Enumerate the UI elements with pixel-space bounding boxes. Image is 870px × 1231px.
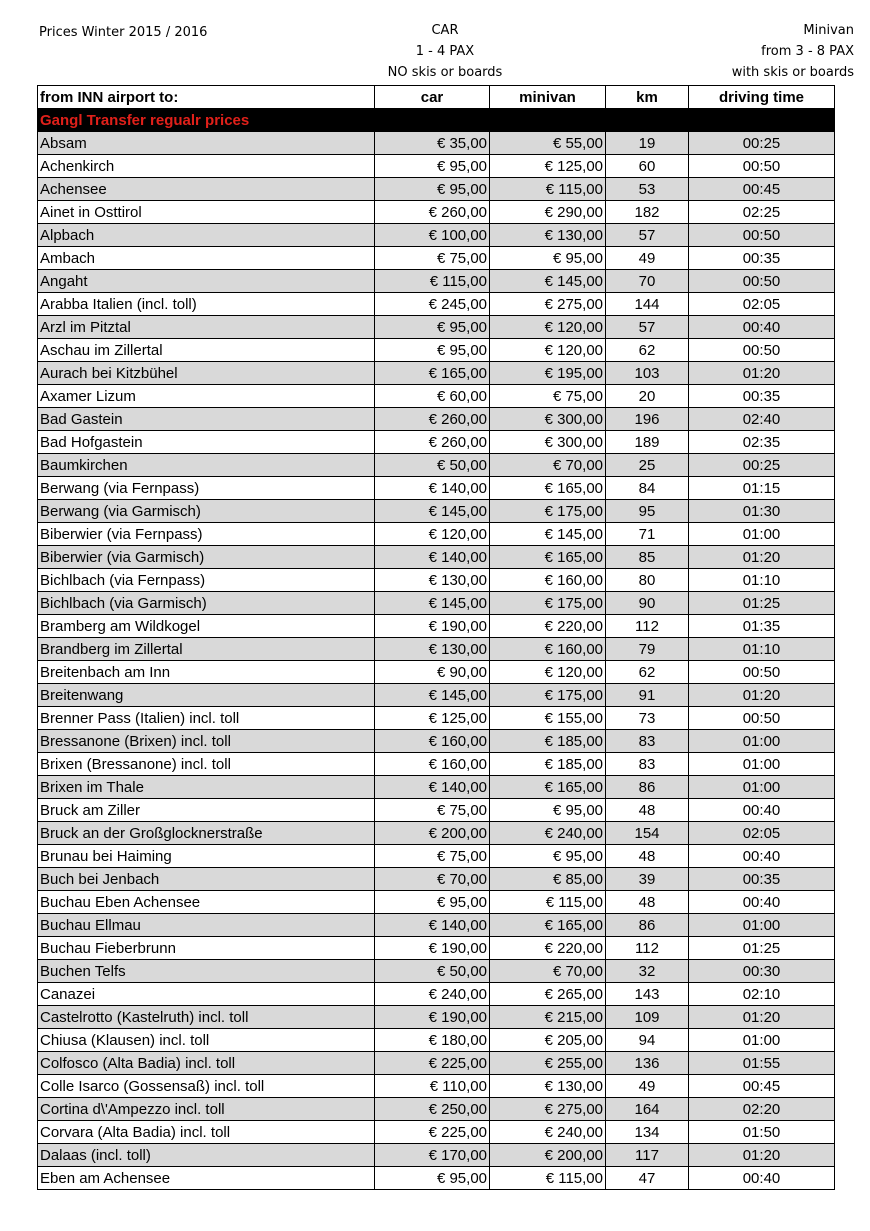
car-price-cell: € 70,00 [375, 868, 490, 891]
driving-time-cell: 00:40 [689, 1167, 835, 1190]
destination-cell: Castelrotto (Kastelruth) incl. toll [38, 1006, 375, 1029]
car-price-cell: € 165,00 [375, 362, 490, 385]
minivan-price-cell: € 240,00 [490, 1121, 606, 1144]
km-cell: 91 [606, 684, 689, 707]
minivan-price-cell: € 165,00 [490, 477, 606, 500]
table-row [38, 1029, 835, 1052]
car-price-cell: € 50,00 [375, 960, 490, 983]
page-title: Prices Winter 2015 / 2016 [39, 25, 208, 40]
km-cell: 134 [606, 1121, 689, 1144]
car-price-cell: € 145,00 [375, 500, 490, 523]
car-price-cell: € 60,00 [375, 385, 490, 408]
driving-time-cell: 01:00 [689, 523, 835, 546]
km-cell: 154 [606, 822, 689, 845]
driving-time-cell: 00:35 [689, 385, 835, 408]
minivan-price-cell: € 165,00 [490, 546, 606, 569]
km-cell: 80 [606, 569, 689, 592]
destination-cell: Ambach [38, 247, 375, 270]
table-row [38, 707, 835, 730]
minivan-info-pax: from 3 - 8 PAX [761, 44, 854, 59]
car-price-cell: € 145,00 [375, 592, 490, 615]
km-cell: 62 [606, 661, 689, 684]
destination-cell: Colle Isarco (Gossensaß) incl. toll [38, 1075, 375, 1098]
minivan-price-cell: € 160,00 [490, 638, 606, 661]
km-cell: 32 [606, 960, 689, 983]
destination-cell: Achensee [38, 178, 375, 201]
destination-cell: Eben am Achensee [38, 1167, 375, 1190]
km-cell: 182 [606, 201, 689, 224]
driving-time-cell: 01:55 [689, 1052, 835, 1075]
minivan-price-cell: € 120,00 [490, 339, 606, 362]
car-info-note: NO skis or boards [387, 65, 503, 80]
destination-cell: Axamer Lizum [38, 385, 375, 408]
table-row [38, 569, 835, 592]
minivan-price-cell: € 70,00 [490, 960, 606, 983]
driving-time-cell: 00:25 [689, 132, 835, 155]
km-cell: 83 [606, 730, 689, 753]
destination-cell: Breitenbach am Inn [38, 661, 375, 684]
table-row [38, 454, 835, 477]
destination-cell: Buchau Fieberbrunn [38, 937, 375, 960]
driving-time-cell: 01:20 [689, 684, 835, 707]
destination-cell: Breitenwang [38, 684, 375, 707]
minivan-price-cell: € 95,00 [490, 845, 606, 868]
car-price-cell: € 245,00 [375, 293, 490, 316]
table-row [38, 523, 835, 546]
driving-time-cell: 02:35 [689, 431, 835, 454]
minivan-price-cell: € 275,00 [490, 1098, 606, 1121]
page-header [0, 0, 870, 86]
minivan-price-cell: € 115,00 [490, 178, 606, 201]
driving-time-cell: 01:30 [689, 500, 835, 523]
car-price-cell: € 35,00 [375, 132, 490, 155]
driving-time-cell: 02:05 [689, 293, 835, 316]
car-price-cell: € 130,00 [375, 638, 490, 661]
driving-time-cell: 01:20 [689, 1006, 835, 1029]
destination-cell: Colfosco (Alta Badia) incl. toll [38, 1052, 375, 1075]
table-row [38, 431, 835, 454]
km-cell: 71 [606, 523, 689, 546]
car-price-cell: € 225,00 [375, 1121, 490, 1144]
minivan-price-cell: € 300,00 [490, 431, 606, 454]
driving-time-cell: 01:00 [689, 1029, 835, 1052]
car-price-cell: € 240,00 [375, 983, 490, 1006]
car-price-cell: € 95,00 [375, 1167, 490, 1190]
km-cell: 86 [606, 914, 689, 937]
table-row [38, 385, 835, 408]
km-cell: 86 [606, 776, 689, 799]
km-cell: 84 [606, 477, 689, 500]
destination-cell: Bad Gastein [38, 408, 375, 431]
driving-time-cell: 00:35 [689, 868, 835, 891]
section-title: Gangl Transfer regualr prices [38, 109, 835, 132]
km-cell: 73 [606, 707, 689, 730]
km-cell: 109 [606, 1006, 689, 1029]
minivan-price-cell: € 130,00 [490, 224, 606, 247]
km-cell: 53 [606, 178, 689, 201]
column-header-km: km [606, 86, 689, 109]
car-price-cell: € 75,00 [375, 845, 490, 868]
table-row [38, 983, 835, 1006]
destination-cell: Biberwier (via Fernpass) [38, 523, 375, 546]
car-price-cell: € 140,00 [375, 477, 490, 500]
table-row [38, 247, 835, 270]
car-price-cell: € 190,00 [375, 615, 490, 638]
minivan-price-cell: € 195,00 [490, 362, 606, 385]
km-cell: 94 [606, 1029, 689, 1052]
km-cell: 70 [606, 270, 689, 293]
destination-cell: Angaht [38, 270, 375, 293]
table-row [38, 730, 835, 753]
column-header-car: car [375, 86, 490, 109]
table-row [38, 408, 835, 431]
car-price-cell: € 110,00 [375, 1075, 490, 1098]
destination-cell: Buch bei Jenbach [38, 868, 375, 891]
minivan-price-cell: € 215,00 [490, 1006, 606, 1029]
driving-time-cell: 00:30 [689, 960, 835, 983]
column-header-destination: from INN airport to: [38, 86, 375, 109]
driving-time-cell: 00:40 [689, 891, 835, 914]
table-row [38, 339, 835, 362]
table-row [38, 1075, 835, 1098]
table-row [38, 1052, 835, 1075]
destination-cell: Ainet in Osttirol [38, 201, 375, 224]
table-row [38, 753, 835, 776]
table-row [38, 1006, 835, 1029]
table-row [38, 201, 835, 224]
destination-cell: Buchau Ellmau [38, 914, 375, 937]
driving-time-cell: 01:25 [689, 592, 835, 615]
destination-cell: Bramberg am Wildkogel [38, 615, 375, 638]
destination-cell: Brenner Pass (Italien) incl. toll [38, 707, 375, 730]
destination-cell: Baumkirchen [38, 454, 375, 477]
table-row [38, 1098, 835, 1121]
car-price-cell: € 160,00 [375, 753, 490, 776]
driving-time-cell: 01:20 [689, 362, 835, 385]
driving-time-cell: 00:50 [689, 661, 835, 684]
car-price-cell: € 95,00 [375, 316, 490, 339]
minivan-price-cell: € 185,00 [490, 730, 606, 753]
km-cell: 49 [606, 1075, 689, 1098]
column-header-minivan: minivan [490, 86, 606, 109]
minivan-price-cell: € 220,00 [490, 937, 606, 960]
car-price-cell: € 95,00 [375, 178, 490, 201]
car-price-cell: € 90,00 [375, 661, 490, 684]
car-price-cell: € 120,00 [375, 523, 490, 546]
table-row [38, 914, 835, 937]
destination-cell: Buchen Telfs [38, 960, 375, 983]
car-info-label: CAR [431, 23, 459, 38]
destination-cell: Bichlbach (via Fernpass) [38, 569, 375, 592]
destination-cell: Berwang (via Garmisch) [38, 500, 375, 523]
table-row [38, 316, 835, 339]
destination-cell: Bichlbach (via Garmisch) [38, 592, 375, 615]
km-cell: 25 [606, 454, 689, 477]
destination-cell: Brunau bei Haiming [38, 845, 375, 868]
km-cell: 103 [606, 362, 689, 385]
km-cell: 164 [606, 1098, 689, 1121]
km-cell: 136 [606, 1052, 689, 1075]
minivan-price-cell: € 165,00 [490, 776, 606, 799]
table-row [38, 891, 835, 914]
destination-cell: Corvara (Alta Badia) incl. toll [38, 1121, 375, 1144]
driving-time-cell: 00:50 [689, 339, 835, 362]
table-row [38, 155, 835, 178]
driving-time-cell: 02:20 [689, 1098, 835, 1121]
car-price-cell: € 145,00 [375, 684, 490, 707]
destination-cell: Absam [38, 132, 375, 155]
km-cell: 19 [606, 132, 689, 155]
km-cell: 20 [606, 385, 689, 408]
table-row [38, 477, 835, 500]
driving-time-cell: 02:25 [689, 201, 835, 224]
car-price-cell: € 225,00 [375, 1052, 490, 1075]
minivan-price-cell: € 200,00 [490, 1144, 606, 1167]
minivan-price-cell: € 120,00 [490, 661, 606, 684]
table-row [38, 293, 835, 316]
destination-cell: Alpbach [38, 224, 375, 247]
destination-cell: Berwang (via Fernpass) [38, 477, 375, 500]
km-cell: 196 [606, 408, 689, 431]
destination-cell: Dalaas (incl. toll) [38, 1144, 375, 1167]
car-price-cell: € 95,00 [375, 155, 490, 178]
car-price-cell: € 130,00 [375, 569, 490, 592]
driving-time-cell: 00:50 [689, 270, 835, 293]
table-header-row [38, 86, 835, 109]
minivan-price-cell: € 220,00 [490, 615, 606, 638]
minivan-price-cell: € 130,00 [490, 1075, 606, 1098]
destination-cell: Arzl im Pitztal [38, 316, 375, 339]
minivan-price-cell: € 275,00 [490, 293, 606, 316]
destination-cell: Brixen im Thale [38, 776, 375, 799]
driving-time-cell: 00:45 [689, 178, 835, 201]
table-row [38, 1144, 835, 1167]
driving-time-cell: 00:40 [689, 845, 835, 868]
driving-time-cell: 01:00 [689, 730, 835, 753]
car-price-cell: € 50,00 [375, 454, 490, 477]
car-price-cell: € 260,00 [375, 201, 490, 224]
destination-cell: Achenkirch [38, 155, 375, 178]
driving-time-cell: 00:25 [689, 454, 835, 477]
destination-cell: Brixen (Bressanone) incl. toll [38, 753, 375, 776]
minivan-price-cell: € 115,00 [490, 891, 606, 914]
minivan-price-cell: € 145,00 [490, 270, 606, 293]
car-price-cell: € 100,00 [375, 224, 490, 247]
destination-cell: Chiusa (Klausen) incl. toll [38, 1029, 375, 1052]
minivan-price-cell: € 95,00 [490, 799, 606, 822]
table-row [38, 822, 835, 845]
destination-cell: Arabba Italien (incl. toll) [38, 293, 375, 316]
car-price-cell: € 125,00 [375, 707, 490, 730]
driving-time-cell: 01:20 [689, 546, 835, 569]
car-price-cell: € 260,00 [375, 431, 490, 454]
driving-time-cell: 01:50 [689, 1121, 835, 1144]
driving-time-cell: 00:50 [689, 224, 835, 247]
car-price-cell: € 95,00 [375, 891, 490, 914]
destination-cell: Bressanone (Brixen) incl. toll [38, 730, 375, 753]
minivan-price-cell: € 160,00 [490, 569, 606, 592]
table-row [38, 960, 835, 983]
km-cell: 117 [606, 1144, 689, 1167]
table-row [38, 937, 835, 960]
km-cell: 60 [606, 155, 689, 178]
car-price-cell: € 180,00 [375, 1029, 490, 1052]
km-cell: 48 [606, 799, 689, 822]
table-row [38, 546, 835, 569]
km-cell: 189 [606, 431, 689, 454]
km-cell: 95 [606, 500, 689, 523]
minivan-price-cell: € 85,00 [490, 868, 606, 891]
car-price-cell: € 170,00 [375, 1144, 490, 1167]
destination-cell: Canazei [38, 983, 375, 1006]
km-cell: 48 [606, 845, 689, 868]
destination-cell: Bruck am Ziller [38, 799, 375, 822]
driving-time-cell: 01:10 [689, 569, 835, 592]
table-row [38, 132, 835, 155]
car-price-cell: € 75,00 [375, 247, 490, 270]
car-column-info [375, 20, 515, 83]
driving-time-cell: 01:25 [689, 937, 835, 960]
minivan-price-cell: € 185,00 [490, 753, 606, 776]
driving-time-cell: 01:00 [689, 753, 835, 776]
car-price-cell: € 160,00 [375, 730, 490, 753]
driving-time-cell: 01:00 [689, 776, 835, 799]
car-price-cell: € 95,00 [375, 339, 490, 362]
driving-time-cell: 00:35 [689, 247, 835, 270]
car-price-cell: € 140,00 [375, 546, 490, 569]
driving-time-cell: 02:10 [689, 983, 835, 1006]
minivan-price-cell: € 240,00 [490, 822, 606, 845]
destination-cell: Bruck an der Großglocknerstraße [38, 822, 375, 845]
car-price-cell: € 75,00 [375, 799, 490, 822]
driving-time-cell: 01:00 [689, 914, 835, 937]
minivan-price-cell: € 165,00 [490, 914, 606, 937]
minivan-price-cell: € 175,00 [490, 592, 606, 615]
minivan-price-cell: € 95,00 [490, 247, 606, 270]
km-cell: 85 [606, 546, 689, 569]
table-row [38, 592, 835, 615]
km-cell: 48 [606, 891, 689, 914]
car-price-cell: € 140,00 [375, 914, 490, 937]
car-info-pax: 1 - 4 PAX [415, 44, 475, 59]
driving-time-cell: 01:15 [689, 477, 835, 500]
driving-time-cell: 02:40 [689, 408, 835, 431]
km-cell: 112 [606, 615, 689, 638]
minivan-price-cell: € 75,00 [490, 385, 606, 408]
minivan-price-cell: € 115,00 [490, 1167, 606, 1190]
minivan-price-cell: € 265,00 [490, 983, 606, 1006]
table-row [38, 776, 835, 799]
price-table [37, 85, 835, 1190]
driving-time-cell: 01:35 [689, 615, 835, 638]
driving-time-cell: 01:10 [689, 638, 835, 661]
destination-cell: Buchau Eben Achensee [38, 891, 375, 914]
minivan-info-label: Minivan [803, 23, 854, 38]
table-row [38, 500, 835, 523]
km-cell: 49 [606, 247, 689, 270]
table-row [38, 270, 835, 293]
table-row [38, 684, 835, 707]
km-cell: 62 [606, 339, 689, 362]
minivan-price-cell: € 300,00 [490, 408, 606, 431]
destination-cell: Brandberg im Zillertal [38, 638, 375, 661]
destination-cell: Bad Hofgastein [38, 431, 375, 454]
km-cell: 83 [606, 753, 689, 776]
driving-time-cell: 00:40 [689, 799, 835, 822]
car-price-cell: € 140,00 [375, 776, 490, 799]
table-row [38, 661, 835, 684]
driving-time-cell: 00:50 [689, 155, 835, 178]
km-cell: 144 [606, 293, 689, 316]
minivan-price-cell: € 120,00 [490, 316, 606, 339]
car-price-cell: € 115,00 [375, 270, 490, 293]
driving-time-cell: 00:40 [689, 316, 835, 339]
table-row [38, 799, 835, 822]
destination-cell: Biberwier (via Garmisch) [38, 546, 375, 569]
table-row [38, 1121, 835, 1144]
destination-cell: Aschau im Zillertal [38, 339, 375, 362]
car-price-cell: € 250,00 [375, 1098, 490, 1121]
driving-time-cell: 01:20 [689, 1144, 835, 1167]
minivan-price-cell: € 70,00 [490, 454, 606, 477]
car-price-cell: € 190,00 [375, 937, 490, 960]
km-cell: 79 [606, 638, 689, 661]
table-row [38, 224, 835, 247]
km-cell: 143 [606, 983, 689, 1006]
destination-cell: Aurach bei Kitzbühel [38, 362, 375, 385]
minivan-price-cell: € 125,00 [490, 155, 606, 178]
table-row [38, 362, 835, 385]
minivan-price-cell: € 255,00 [490, 1052, 606, 1075]
minivan-price-cell: € 145,00 [490, 523, 606, 546]
table-row [38, 868, 835, 891]
minivan-price-cell: € 175,00 [490, 500, 606, 523]
table-row [38, 845, 835, 868]
minivan-price-cell: € 205,00 [490, 1029, 606, 1052]
car-price-cell: € 200,00 [375, 822, 490, 845]
km-cell: 90 [606, 592, 689, 615]
km-cell: 112 [606, 937, 689, 960]
minivan-price-cell: € 155,00 [490, 707, 606, 730]
table-row [38, 178, 835, 201]
table-row [38, 1167, 835, 1190]
km-cell: 57 [606, 316, 689, 339]
minivan-price-cell: € 290,00 [490, 201, 606, 224]
column-header-driving-time: driving time [689, 86, 835, 109]
km-cell: 47 [606, 1167, 689, 1190]
table-row [38, 638, 835, 661]
km-cell: 57 [606, 224, 689, 247]
section-header-row [38, 109, 835, 132]
minivan-column-info [690, 20, 854, 83]
car-price-cell: € 260,00 [375, 408, 490, 431]
driving-time-cell: 00:45 [689, 1075, 835, 1098]
km-cell: 39 [606, 868, 689, 891]
driving-time-cell: 02:05 [689, 822, 835, 845]
minivan-price-cell: € 55,00 [490, 132, 606, 155]
minivan-price-cell: € 175,00 [490, 684, 606, 707]
minivan-info-note: with skis or boards [731, 65, 854, 80]
table-row [38, 615, 835, 638]
destination-cell: Cortina d\'Ampezzo incl. toll [38, 1098, 375, 1121]
car-price-cell: € 190,00 [375, 1006, 490, 1029]
driving-time-cell: 00:50 [689, 707, 835, 730]
